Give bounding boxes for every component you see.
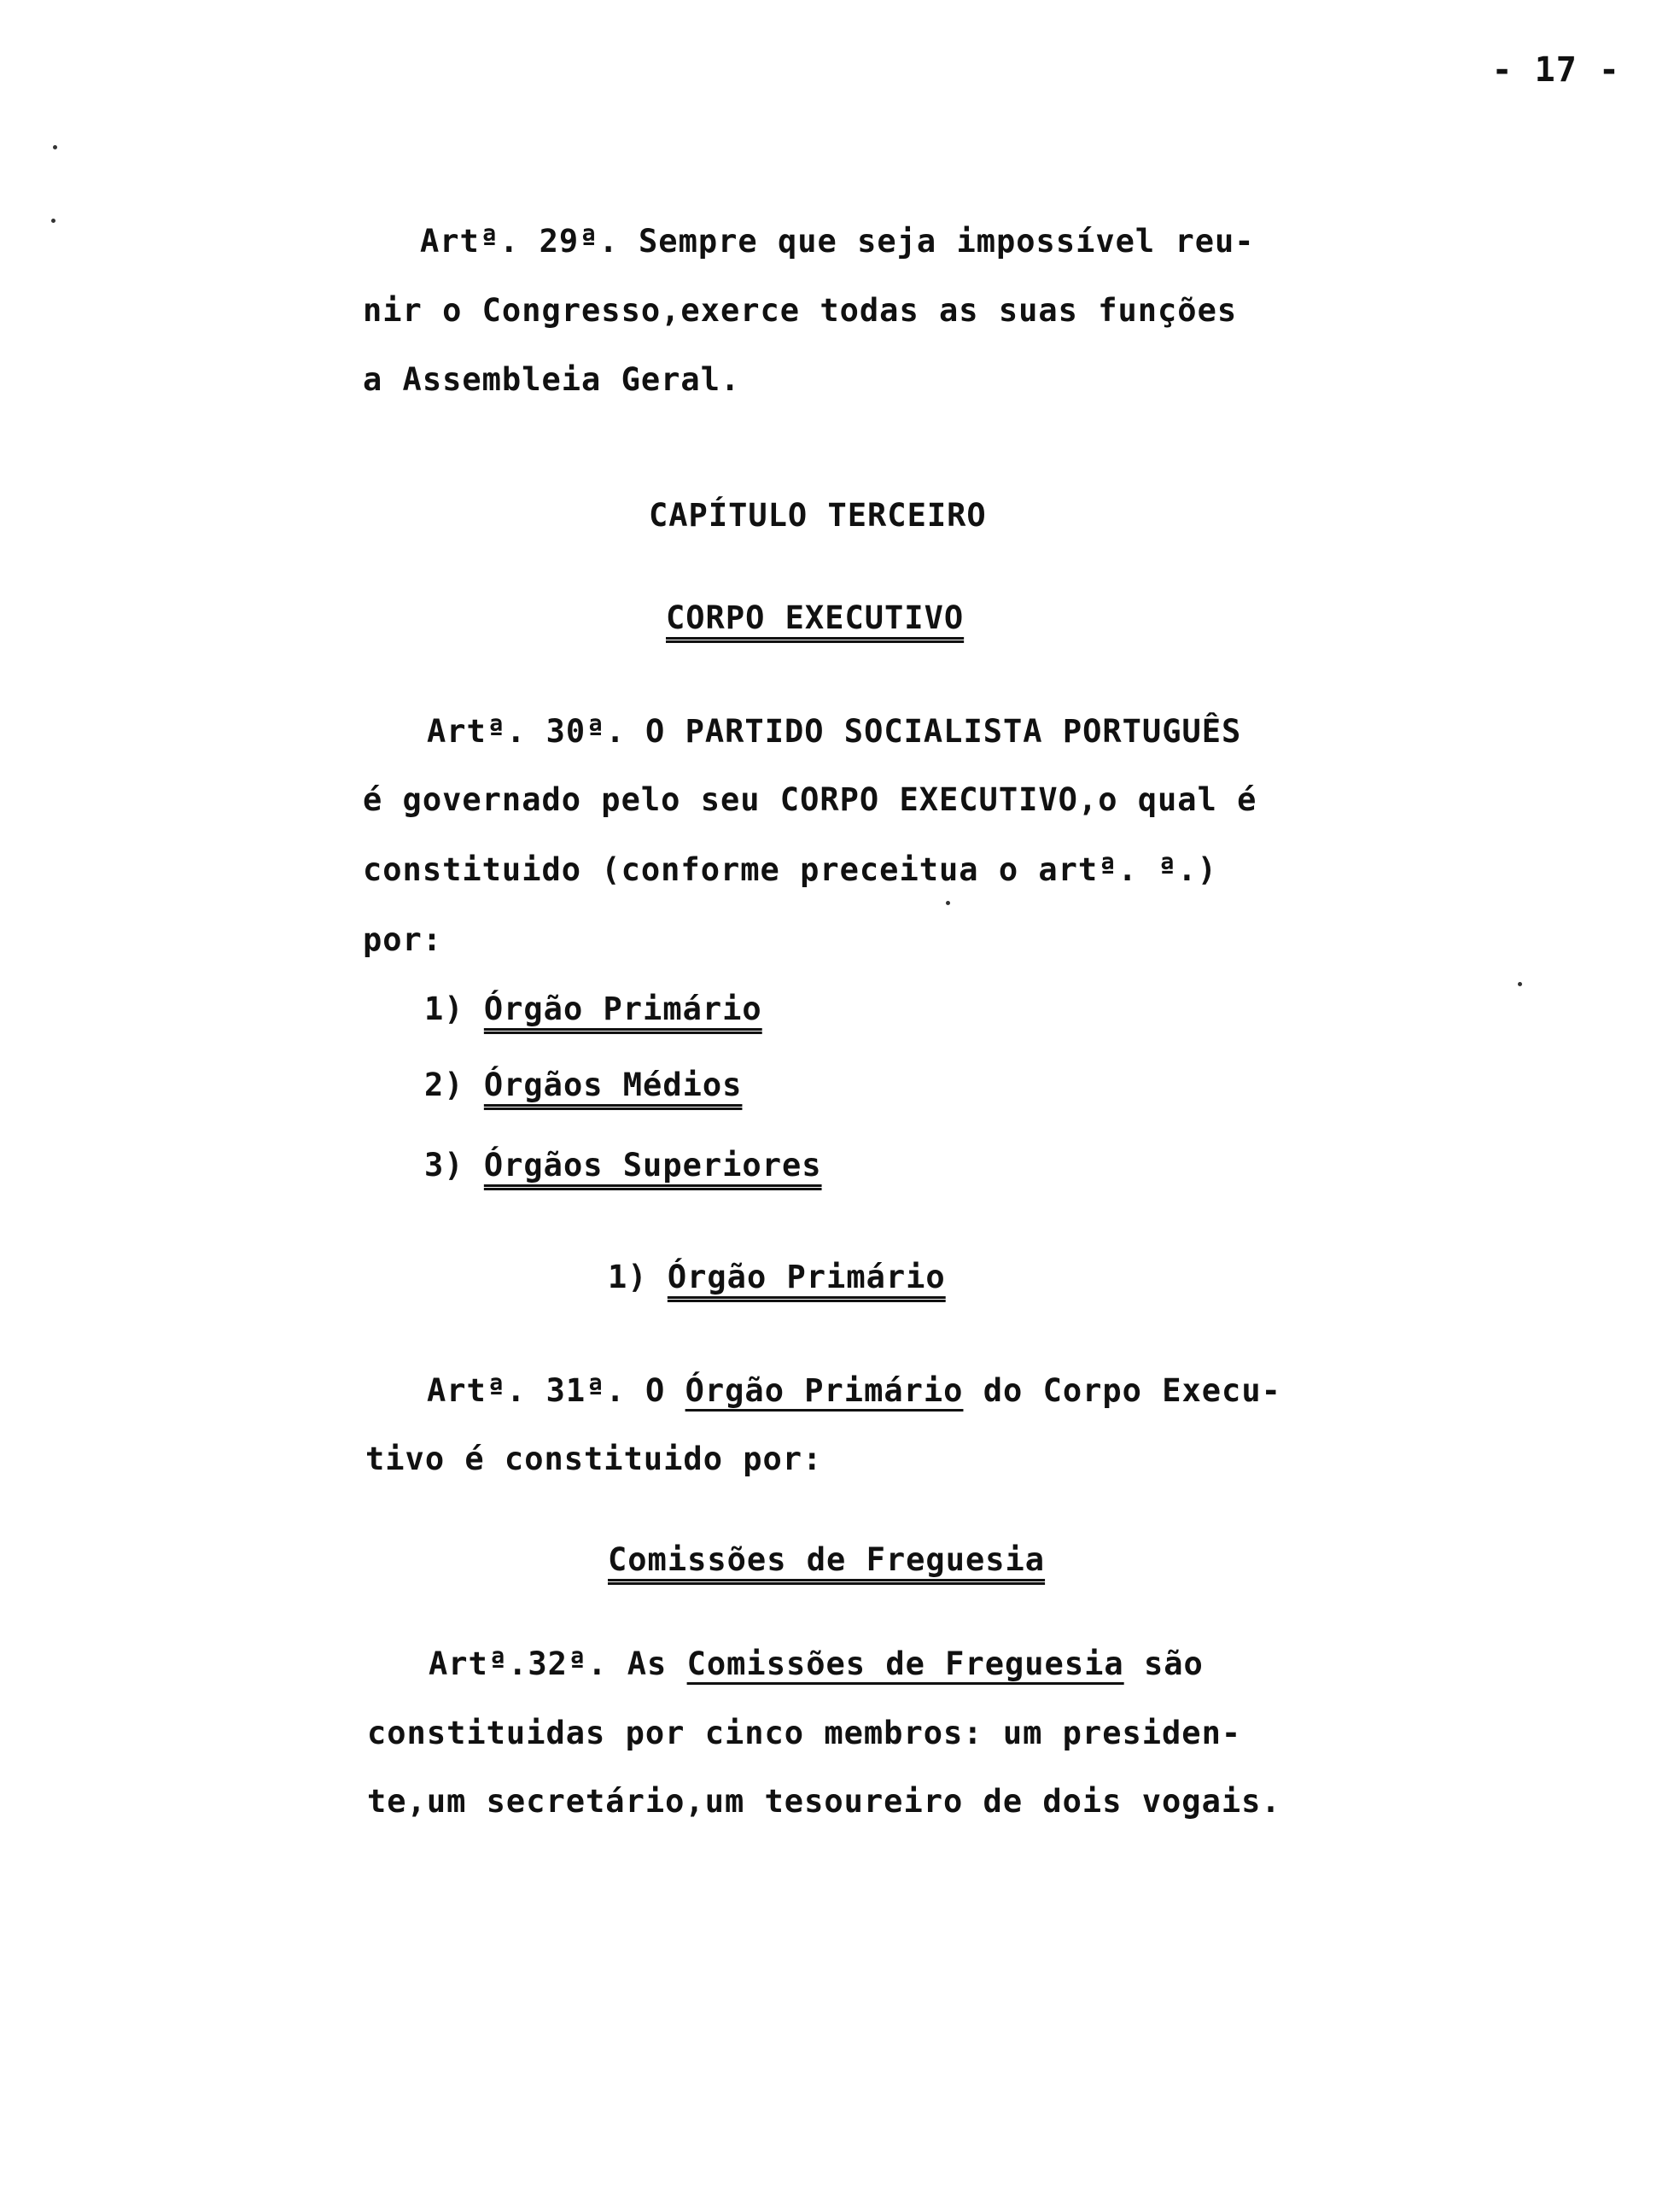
page-number: - 17 - [1491, 50, 1620, 90]
art32-line-1 [429, 1645, 1204, 1682]
subheading-text: Comissões de Freguesia [608, 1541, 1046, 1578]
art30-line-4: por: [363, 921, 443, 958]
art29-line-2: nir o Congresso,exerce todas as suas funções [363, 292, 1238, 329]
list-item-label: Órgão Primário [483, 991, 762, 1027]
art32-line-1-underlined: Comissões de Freguesia [686, 1645, 1124, 1682]
scan-speck [51, 219, 55, 223]
art31-line-1-underlined: Órgão Primário [685, 1372, 964, 1409]
list-item-label: Órgãos Superiores [483, 1147, 822, 1184]
art32-line-3: te,um secretário,um tesoureiro de dois vogais. [367, 1783, 1281, 1820]
art30-line-2: é governado pelo seu CORPO EXECUTIVO,o qual é [363, 781, 1257, 818]
chapter-subtitle-text: CORPO EXECUTIVO [666, 599, 965, 636]
list-item [424, 1069, 742, 1101]
list-item-number: 1) [424, 991, 464, 1027]
art30-line-3: constituido (conforme preceitua o artª. ª.) [363, 851, 1217, 888]
art31-line-1 [427, 1372, 1281, 1409]
art31-line-1-pre: Artª. 31ª. O [427, 1372, 685, 1409]
section-heading-label: Órgão Primário [667, 1259, 946, 1295]
art32-line-2: constituidas por cinco membros: um presiden- [367, 1715, 1242, 1751]
subheading [608, 1541, 1046, 1578]
list-item-number: 3) [424, 1147, 464, 1184]
art32-line-1-pre: Artª.32ª. As [429, 1645, 687, 1682]
art29-line-1: Artª. 29ª. Sempre que seja impossível reu- [420, 223, 1255, 260]
art30-line-1: Artª. 30ª. O PARTIDO SOCIALISTA PORTUGUÊS [427, 713, 1242, 750]
section-heading [608, 1261, 946, 1293]
list-item [424, 993, 762, 1025]
art32-line-1-post: são [1123, 1645, 1204, 1682]
scan-speck [946, 901, 950, 905]
art29-line-3: a Assembleia Geral. [363, 361, 741, 398]
scan-speck [1518, 982, 1522, 986]
list-item-number: 2) [424, 1067, 464, 1103]
section-heading-number: 1) [608, 1259, 648, 1295]
list-item [424, 1147, 822, 1184]
list-item-label: Órgãos Médios [483, 1067, 743, 1103]
art31-line-2: tivo é constituido por: [365, 1441, 823, 1477]
scan-speck [53, 145, 57, 149]
art31-line-1-post: do Corpo Execu- [963, 1372, 1281, 1409]
chapter-title: CAPÍTULO TERCEIRO [649, 497, 987, 534]
chapter-subtitle [666, 599, 965, 636]
